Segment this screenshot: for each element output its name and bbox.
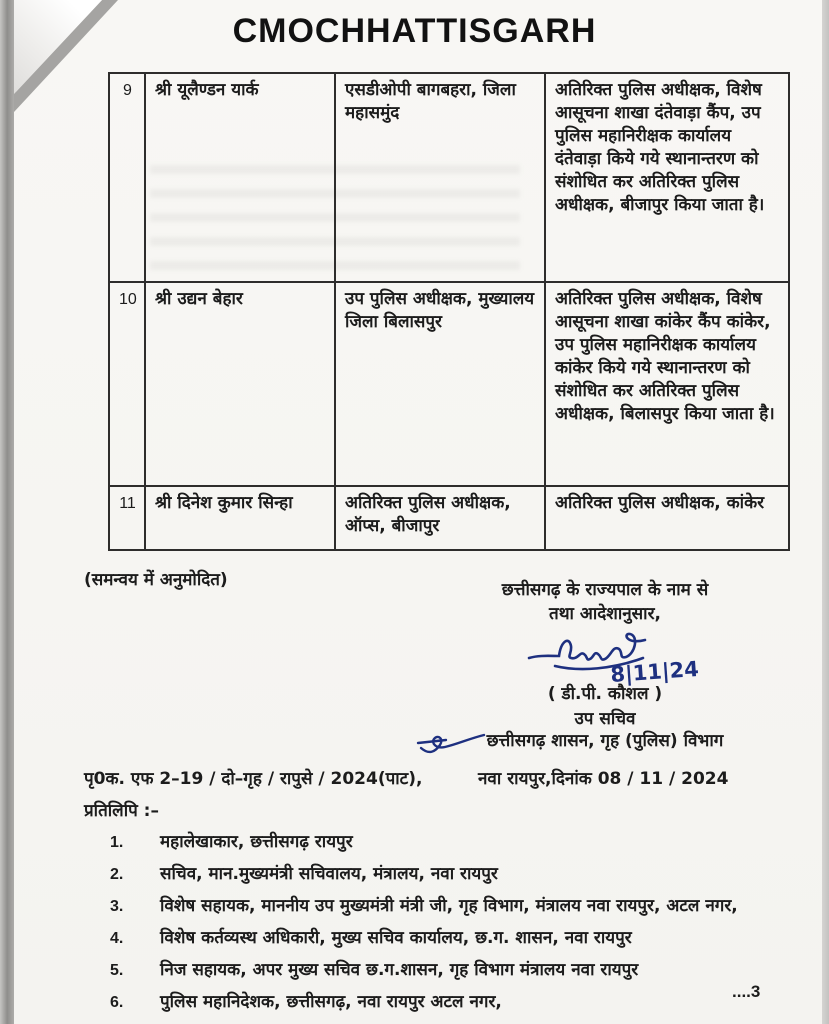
cell-serial-number: 10 [119,291,137,308]
page-number: ....3 [732,982,761,1001]
cell-officer-name: श्री यूलैण्डन यार्क [144,74,334,281]
list-item [110,893,758,920]
list-item-number: 2. [110,866,124,883]
signature-stroke [529,634,645,660]
cell-new-post: अतिरिक्त पुलिस अधीक्षक, कांकेर [544,487,788,549]
reference-place-date: नवा रायपुर,दिनांक 08 / 11 / 2024 [478,769,729,789]
approval-note: (समन्वय में अनुमोदित) [84,570,228,590]
transfer-order-table [108,72,790,551]
reference-number: पृ0क. एफ 2–19 / दो–गृह / रापुसे / 2024(पाट), [84,769,423,789]
signatory-name: ( डी.पी. कौशल ) [547,684,663,704]
cell-current-post: उप पुलिस अधीक्षक, मुख्यालय जिला बिलासपुर [334,283,544,485]
scan-edge-right [822,0,829,1024]
list-item-text: पुलिस महानिदेशक, छत्तीसगढ़, नवा रायपुर अटल नगर, [160,992,502,1012]
cell-current-post: एसडीओपी बागबहरा, जिला महासमुंद [334,74,544,281]
list-item [110,861,758,888]
cell-officer-name: श्री उद्यन बेहार [144,283,334,485]
cell-officer-name: श्री दिनेश कुमार सिन्हा [144,487,334,549]
list-item-text: विशेष सहायक, माननीय उप मुख्यमंत्री मंत्री जी, गृह विभाग, मंत्रालय नवा रायपुर, अटल नगर, [160,896,738,916]
signatory-designation: उप सचिव [574,709,636,729]
pen-scribble-mark [416,728,488,760]
cell-serial-number: 9 [123,82,132,99]
list-item [110,989,758,1016]
table-row [110,281,788,485]
signatory-department: छत्तीसगढ़ शासन, गृह (पुलिस) विभाग [486,731,724,751]
signature-block [425,578,785,626]
list-item-text: महालेखाकार, छत्तीसगढ़ रायपुर [160,832,353,852]
table-row [110,74,788,281]
table-row [110,485,788,549]
copy-list-heading: प्रतिलिपि :– [84,801,159,821]
list-item-number: 6. [110,994,124,1011]
list-item-text: निज सहायक, अपर मुख्य सचिव छ.ग.शासन, गृह विभाग मंत्रालय नवा रायपुर [160,960,639,980]
list-item-number: 5. [110,962,124,979]
order-line: तथा आदेशानुसार, [549,604,661,624]
copy-distribution-list [110,829,761,1021]
list-item [110,957,758,984]
list-item-number: 3. [110,898,124,915]
cell-serial-number: 11 [119,495,136,512]
cell-current-post: अतिरिक्त पुलिस अधीक्षक, ऑप्स, बीजापुर [334,487,544,549]
cell-new-post: अतिरिक्त पुलिस अधीक्षक, विशेष आसूचना शाखा दंतेवाड़ा कैंप, उप पुलिस महानिरीक्षक कार्यालय दंतेवाड़ा किये गये स्थानान्तरण को संशोधित कर अतिरिक्त पुलिस अधीक्षक, बीजापुर किया जाता है। [544,74,788,281]
cell-new-post: अतिरिक्त पुलिस अधीक्षक, विशेष आसूचना शाखा कांकेर कैंप कांकेर, उप पुलिस महानिरीक्षक कार्यालय कांकेर किये गये स्थानान्तरण को संशोधित कर अतिरिक्त पुलिस अधीक्षक, बिलासपुर किया जाता है। [544,283,788,485]
list-item-text: सचिव, मान.मुख्यमंत्री सचिवालय, मंत्रालय, नवा रायपुर [160,864,498,884]
list-item-text: विशेष कर्तव्यस्थ अधिकारी, मुख्य सचिव कार्यालय, छ.ग. शासन, नवा रायपुर [160,928,632,948]
list-item [110,925,758,952]
scribble-stroke [421,735,484,752]
authority-line: छत्तीसगढ़ के राज्यपाल के नाम से [501,580,709,600]
list-item-number: 1. [110,834,124,851]
handwritten-date: 8|11|24 [609,656,700,687]
scan-edge-left [0,0,16,1024]
list-item [110,829,758,856]
document-title: CMOCHHATTISGARH [232,12,597,50]
list-item-number: 4. [110,930,124,947]
